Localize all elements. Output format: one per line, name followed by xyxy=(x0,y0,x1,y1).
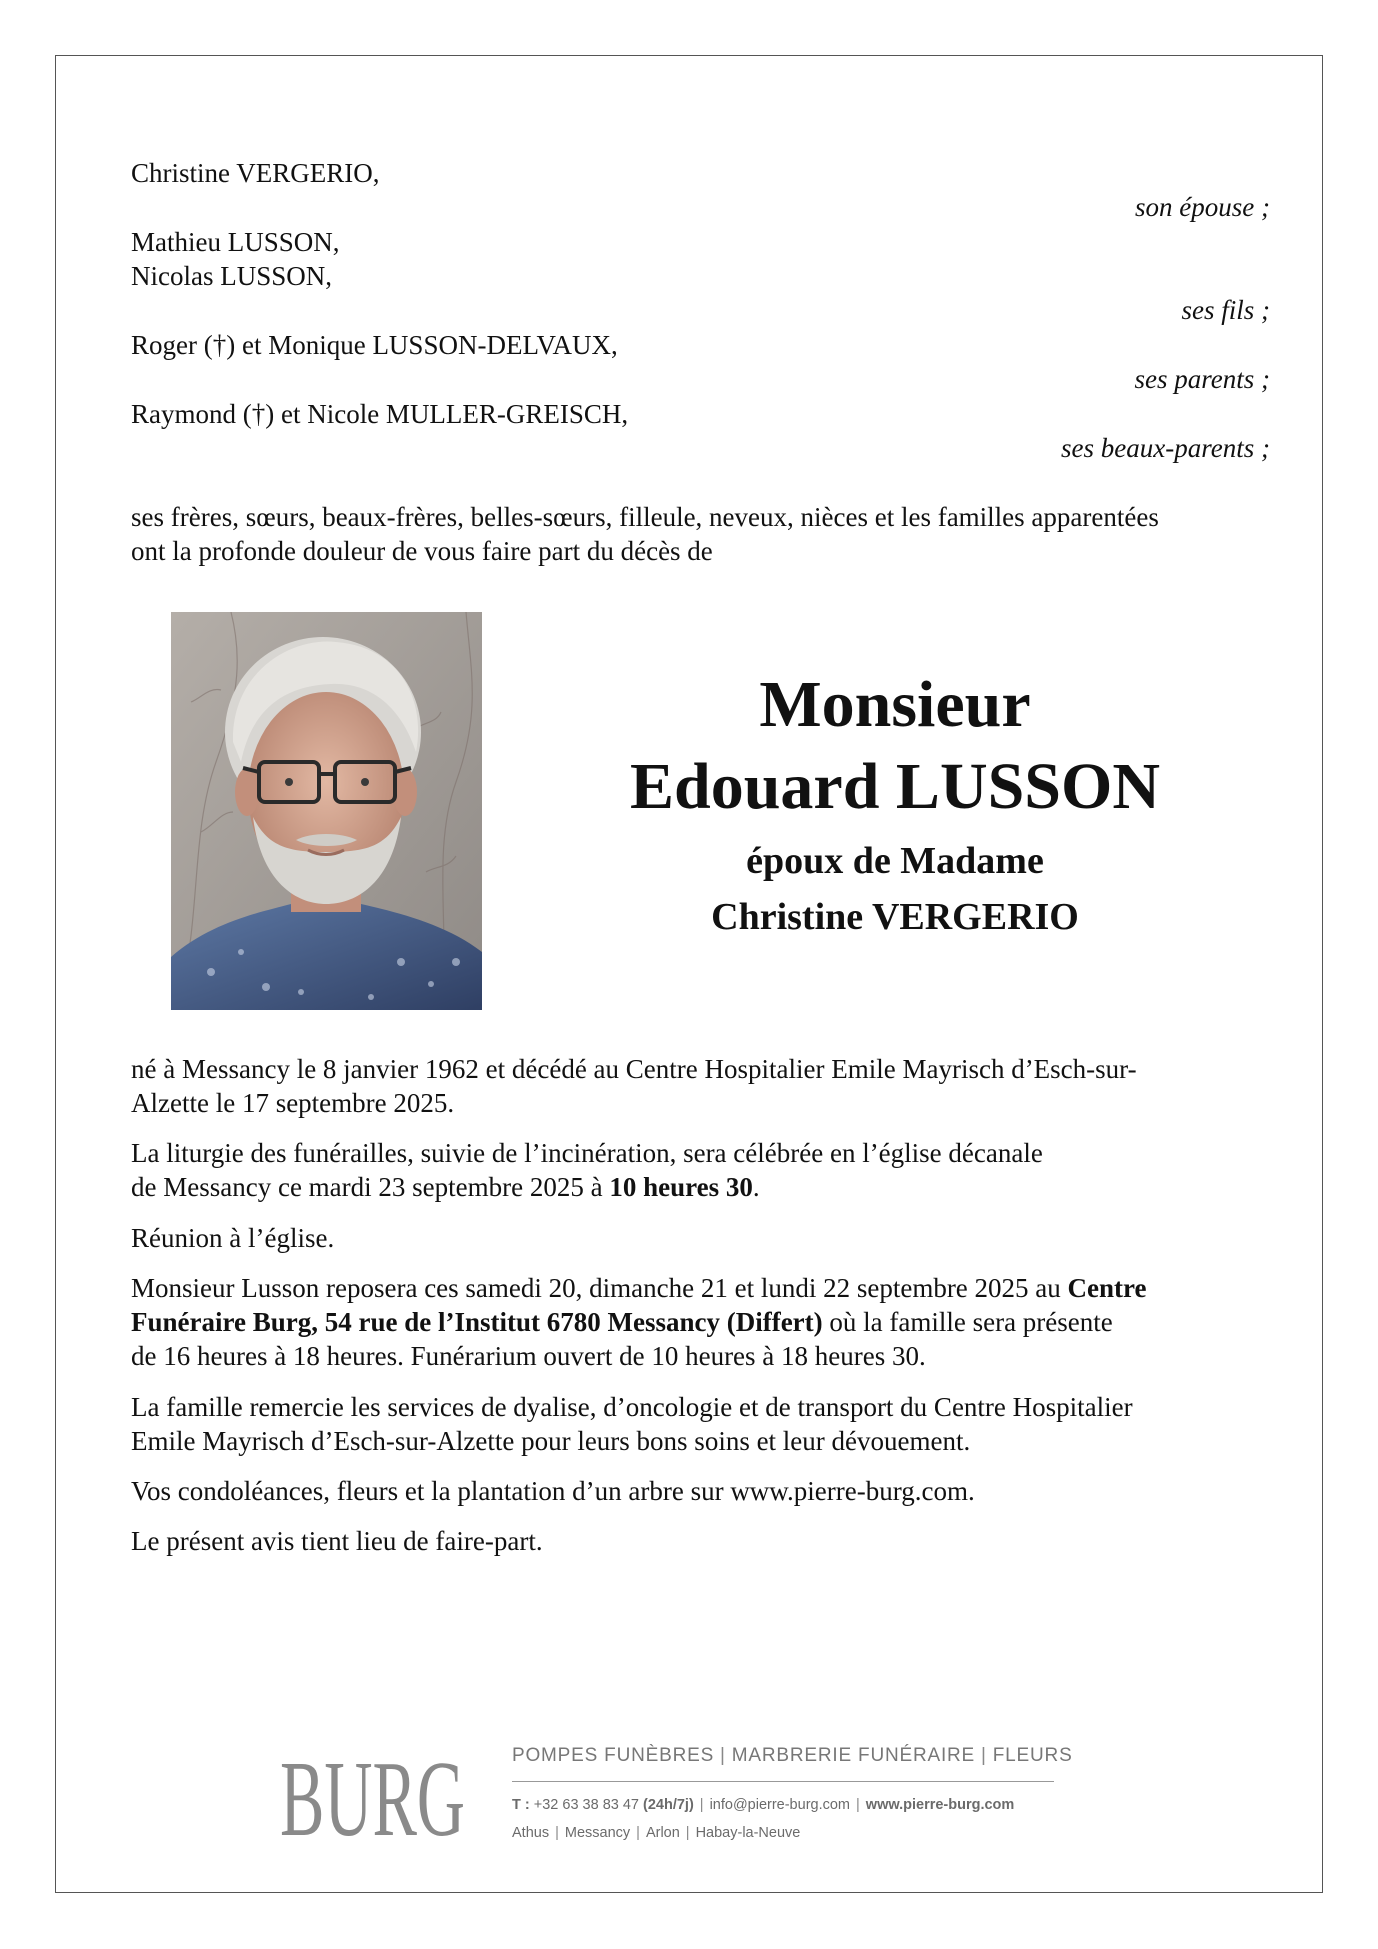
separator: | xyxy=(720,1745,726,1766)
deceased-spouse-line-2: Christine VERGERIO xyxy=(711,896,1079,938)
spouse-role: son épouse ; xyxy=(1135,192,1270,222)
liturgy-date: de Messancy ce mardi 23 septembre 2025 à xyxy=(131,1172,610,1202)
footer-services xyxy=(512,1745,1073,1767)
funeral-home-address: Funéraire Burg, 54 rue de l’Institut 6780 Messancy (Differt) xyxy=(131,1307,823,1337)
rest-line-2 xyxy=(131,1305,1113,1339)
liturgy-period: . xyxy=(752,1172,760,1202)
condolences: Vos condoléances, fleurs et la plantation d’un arbre sur www.pierre-burg.com. xyxy=(131,1476,975,1506)
service-pompes-funebres: POMPES FUNÈBRES xyxy=(512,1745,715,1766)
portrait-photo xyxy=(171,612,482,1010)
notice: Le présent avis tient lieu de faire-part. xyxy=(131,1526,543,1556)
footer-contact xyxy=(512,1797,1014,1813)
service-marbrerie: MARBRERIE FUNÉRAIRE xyxy=(731,1745,976,1766)
location-habay: Habay-la-Neuve xyxy=(695,1825,801,1841)
email-link[interactable]: info@pierre-burg.com xyxy=(709,1797,851,1813)
footer-locations xyxy=(512,1825,800,1841)
rest-centre: Centre xyxy=(1067,1273,1147,1303)
parents: Roger (†) et Monique LUSSON-DELVAUX, xyxy=(131,330,618,360)
birth-line-2: Alzette le 17 septembre 2025. xyxy=(131,1088,455,1118)
deceased-name-block xyxy=(560,665,1230,943)
rest-family: où la famille sera présente xyxy=(822,1307,1113,1337)
footer-divider xyxy=(512,1781,1054,1782)
liturgy-line-1: La liturgie des funérailles, suivie de l’incinération, sera célébrée en l’église décanale xyxy=(131,1138,1043,1168)
in-laws-role: ses beaux-parents ; xyxy=(1061,433,1270,463)
thanks-line-2: Emile Mayrisch d’Esch-sur-Alzette pour leurs bons soins et leur dévouement. xyxy=(131,1426,971,1456)
liturgy-time: 10 heures 30 xyxy=(609,1172,753,1202)
location-arlon: Arlon xyxy=(645,1825,680,1841)
deceased-title: Monsieur xyxy=(759,668,1031,741)
deceased-spouse-line-1: époux de Madame xyxy=(746,840,1044,882)
separator: | xyxy=(981,1745,987,1766)
separator: | xyxy=(636,1825,640,1841)
separator: | xyxy=(555,1825,559,1841)
separator: | xyxy=(685,1825,690,1841)
rest-line-3: de 16 heures à 18 heures. Funérarium ouvert de 10 heures à 18 heures 30. xyxy=(131,1341,926,1371)
others-line-1: ses frères, sœurs, beaux-frères, belles-sœurs, filleule, neveux, nièces et les familles apparentées xyxy=(131,502,1159,532)
reunion: Réunion à l’église. xyxy=(131,1223,335,1253)
phone-label: T : xyxy=(512,1797,530,1813)
deceased-name: Edouard LUSSON xyxy=(629,750,1161,823)
separator: | xyxy=(856,1797,860,1813)
others-line-2: ont la profonde douleur de vous faire part du décès de xyxy=(131,536,713,566)
rest-line-1 xyxy=(131,1271,1147,1305)
service-fleurs: FLEURS xyxy=(992,1745,1073,1766)
son-1: Mathieu LUSSON, xyxy=(131,227,340,257)
footer xyxy=(280,1745,1080,1855)
website-link[interactable]: www.pierre-burg.com xyxy=(865,1797,1015,1813)
liturgy-line-2 xyxy=(131,1170,760,1204)
phone-hours: (24h/7j) xyxy=(643,1797,694,1813)
burg-logo xyxy=(280,1745,470,1855)
rest-dates: Monsieur Lusson reposera ces samedi 20, dimanche 21 et lundi 22 septembre 2025 au xyxy=(131,1273,1068,1303)
in-laws: Raymond (†) et Nicole MULLER-GREISCH, xyxy=(131,399,629,429)
location-messancy: Messancy xyxy=(564,1825,631,1841)
burg-logo-text: BURG xyxy=(280,1745,465,1855)
sons-role: ses fils ; xyxy=(1181,295,1270,325)
birth-line-1: né à Messancy le 8 janvier 1962 et décédé au Centre Hospitalier Emile Mayrisch d’Esch-sur- xyxy=(131,1054,1137,1084)
phone-number[interactable]: +32 63 38 83 47 xyxy=(533,1797,639,1813)
location-athus: Athus xyxy=(512,1825,550,1841)
spouse-name: Christine VERGERIO, xyxy=(131,158,380,188)
thanks-line-1: La famille remercie les services de dyalise, d’oncologie et de transport du Centre Hospitalier xyxy=(131,1392,1133,1422)
son-2: Nicolas LUSSON, xyxy=(131,261,332,291)
separator: | xyxy=(699,1797,704,1813)
parents-role: ses parents ; xyxy=(1134,364,1270,394)
